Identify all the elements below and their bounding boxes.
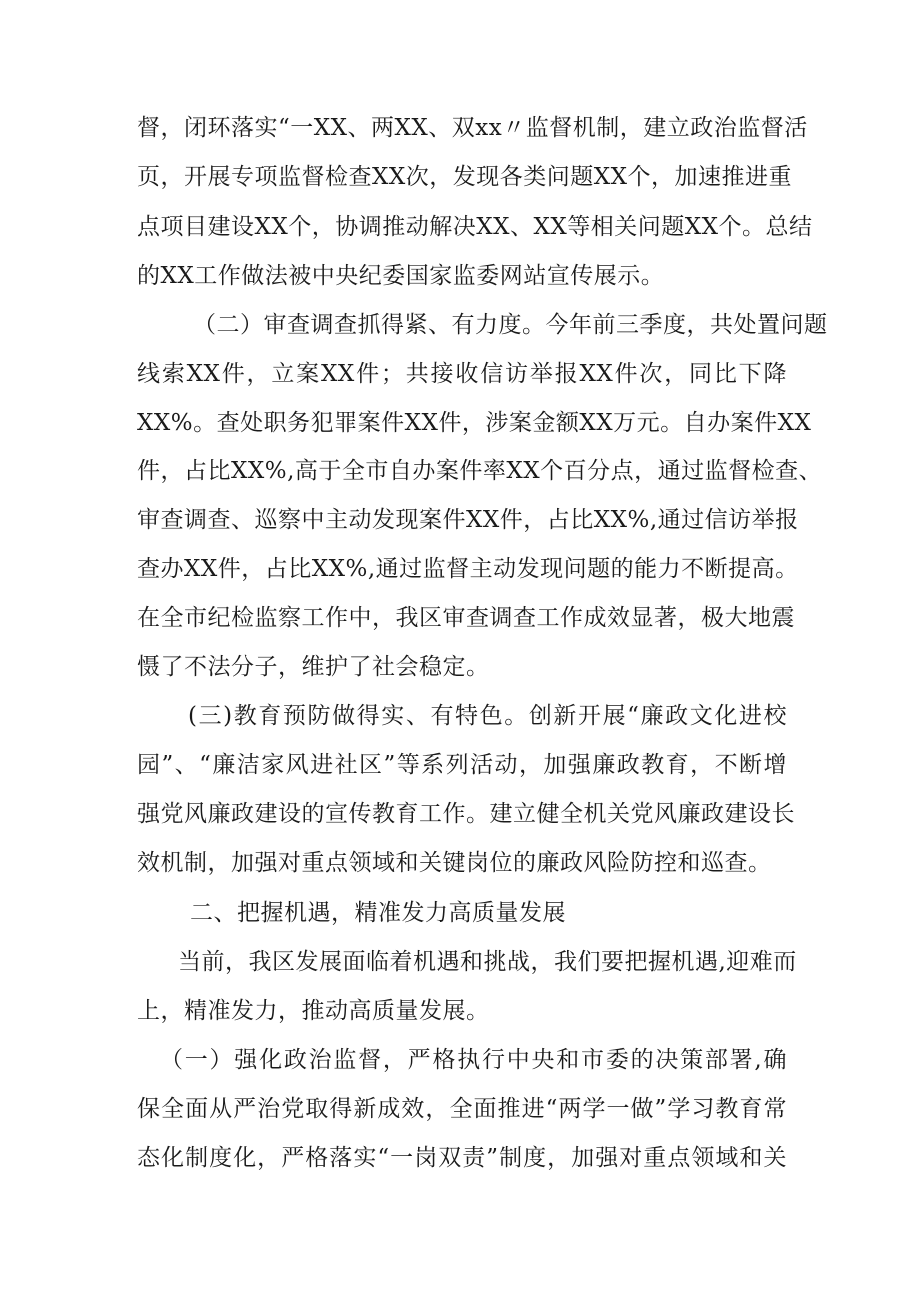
paragraph-4-line-1: 当前，我区发展面临着机遇和挑战，我们要把握机遇,迎难而	[178, 949, 797, 975]
paragraph-2-line-6: 查办XX件，占比XX%,通过监督主动发现问题的能力不断提高。	[137, 556, 799, 582]
paragraph-5-line-2: 保全面从严治党取得新成效，全面推进“两学一做”学习教育常	[137, 1096, 787, 1122]
paragraph-2-line-8: 慑了不法分子，维护了社会稳定。	[137, 654, 490, 680]
section-heading-2: 二、把握机遇，精准发力高质量发展	[190, 900, 566, 926]
paragraph-2-line-3: XX%。查处职务犯罪案件XX件，涉案金额XX万元。自办案件XX	[137, 410, 812, 436]
paragraph-2-line-1: （二）审查调查抓得紧、有力度。今年前三季度，共处置问题	[193, 312, 828, 338]
paragraph-5-line-3: 态化制度化，严格落实“一岗双责”制度，加强对重点领域和关	[137, 1145, 787, 1171]
paragraph-1-line-1: 督，闭环落实“一XX、两XX、双xx〃监督机制，建立政治监督活	[137, 115, 808, 141]
paragraph-1-line-2: 页，开展专项监督检查XX次，发现各类问题XX个，加速推进重	[137, 164, 792, 190]
paragraph-3-line-2: 园”、“廉洁家风进社区”等系列活动，加强廉政教育，不断增	[137, 752, 787, 778]
paragraph-1-line-3: 点项目建设XX个，协调推动解决XX、XX等相关问题XX个。总结	[137, 214, 813, 240]
paragraph-2-line-5: 审查调查、巡察中主动发现案件XX件，占比XX%,通过信访举报	[137, 507, 799, 533]
paragraph-2-line-4: 件，占比XX%,高于全市自办案件率XX个百分点，通过监督检查、	[137, 458, 823, 484]
paragraph-5-line-1: （一）强化政治监督，严格执行中央和市委的决策部署,确	[160, 1047, 787, 1073]
paragraph-4-line-2: 上，精准发力，推动高质量发展。	[137, 998, 490, 1024]
paragraph-1-line-4: 的XX工作做法被中央纪委国家监委网站宣传展示。	[137, 263, 665, 289]
paragraph-3-line-4: 效机制，加强对重点领域和关键岗位的廉政风险防控和巡查。	[137, 850, 772, 876]
paragraph-2-line-7: 在全市纪检监察工作中，我区审查调查工作成效显著，极大地震	[137, 605, 795, 631]
paragraph-2-line-2: 线索XX件，立案XX件；共接收信访举报XX件次，同比下降	[137, 361, 787, 387]
paragraph-3-line-1: (三)教育预防做得实、有特色。创新开展“廉政文化进校	[188, 703, 787, 729]
paragraph-3-line-3: 强党风廉政建设的宣传教育工作。建立健全机关党风廉政建设长	[137, 801, 795, 827]
